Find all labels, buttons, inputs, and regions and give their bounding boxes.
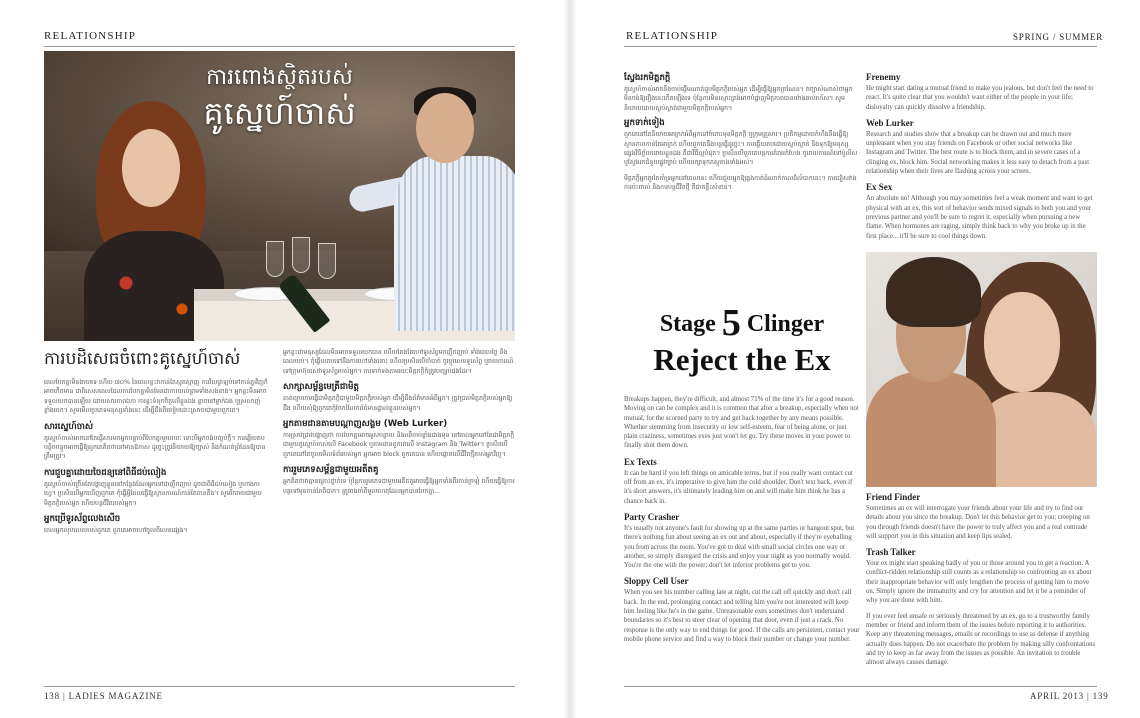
stage-subtitle: Reject the Ex: [653, 342, 831, 377]
section-heading: សាក្សាសម្ព័ន្ធមេត្រីជាមិត្ត: [283, 382, 359, 393]
section-body: It can be hard if you left things on amicable terms, but if you really want contact cut off from an ex, it's imperative to give him the cold shoulder. Don't text back, even if it's short answers, it's ultimately leading him on and will make him think he has a chance back in.: [624, 469, 853, 505]
stage-number: 5: [721, 302, 741, 344]
section-heading: Frenemy: [866, 72, 901, 82]
section-heading: Sloppy Cell User: [624, 576, 689, 587]
section-heading: Ex Texts: [624, 456, 657, 467]
section-heading: Web Lurker: [866, 117, 914, 128]
section-heading: អ្នកប្រើទូរស័ព្ទលេងសើច: [44, 514, 121, 525]
hero-title-line1: ការពោងស្ថិតរបស់: [206, 65, 353, 90]
running-head-left: RELATIONSHIP: [44, 30, 137, 42]
section-heading: Friend Finder: [866, 492, 921, 502]
english-column-left: [624, 395, 860, 685]
section-body: អ្នកខ្លះជាមនុស្សដែលមិនអាចទទួលយកបាន ហើយតែងតែហៅទូរស័ព្ទមកញឹកញាប់ ទាំងពេលថ្ងៃ និងពេលយប់។ កុំឆ្លើយតបទៅនឹងការហៅទាំងនោះ ហើយប្រសិនបើចាំបាច់ ចូរប្តូរលេខទូរស័ព្ទ ឬរាយការណ៍ទៅក្រុមហ៊ុនសេវាទូរស័ព្ទរបស់អ្នក។ ការទាក់ទងតាមរយៈមិត្តភក្តិក៏ត្រូវបញ្ឈប់ផងដែរ។: [283, 349, 514, 375]
section-body: ពួកគេនៅតែនិយាយអាក្រក់អំពីអ្នកនៅចំពោះមុខមិត្តភក្តិ ឬក្រុមគ្រួសារ។ ប្រតិកម្មដោយកំហឹងនឹងធ្វើឱ្យស្ថានភាពកាន់តែអាក្រក់ ហើយពួកគេនឹងបន្តធ្វើដូច្នេះ។ ការឆ្លើយតបដោយស្ងប់ស្ងាត់ និងទុកឱ្យមនុស្សផ្សេងវិនិច្ឆ័យដោយខ្លួនឯង គឺជាវិធីល្អបំផុត។ ប្រសិនបើពួកគេបន្តការគំរាមកំហែង ចូររាយការណ៍ទៅប៉ូលីស ឬស្វែងរកជំនួយផ្លូវច្បាប់ ហើយរក្សាទុកភស្តុតាងទាំងអស់។: [624, 131, 858, 167]
man-figure-shirt: [394, 156, 515, 331]
article-title: ការបដិសេធចំពោះគូស្នេហ៍ចាស់: [44, 349, 241, 369]
couple-photo: [866, 252, 1097, 487]
section-heading: Ex Sex: [866, 182, 893, 193]
bottom-rule-left: [44, 686, 515, 687]
section-body: អ្នកគិតថាវាគ្មានគ្រោះថ្នាក់ទេ ប៉ុន្តែការរួមភេទជាមួយអតីតគូអាចធ្វើឱ្យអ្នកទាំងពីរភាន់ច្រឡំ ហើយធ្វើឱ្យការបន្តទៅមុខកាន់តែពិបាក។ ត្រូវចងចាំពីមូលហេតុដែលអ្នកបានបែកគ្នា...: [283, 478, 515, 495]
section-heading: ការជួបគ្នាដោយចៃដន្យនៅពិធីជប់លៀង: [44, 467, 167, 478]
intro-paragraph: ពេលបែកគ្នាមិនងាយទេ ហើយ ៧០% នៃពេលខ្លះវាកាន់តែស្មុគស្មាញ ការវិលត្រឡប់ទៅកាន់គ្នាវិញក៏អាចកើតមាន ជាពិសេសពេលដែលការបែកគ្នាមិនមែនជាការយល់ព្រមទាំងសងខាង។ អ្នកខ្លះមិនអាចទទួលយកបានឡើយ ដោយសារភាពឯកា ការខ្វះទំនុកចិត្តលើខ្លួនឯង ខ្លាចនៅម្នាក់ឯង ឬស្រលាញ់ខ្លាំងពេក។ សូមមើលប្រភេទមនុស្សទាំងនេះ ដើម្បីដឹងពីរបៀបដោះស្រាយជាមួយពួកគេ។: [44, 379, 268, 415]
section-body: Your ex might start speaking badly of you or those around you to get a reaction. A conflict-ridden relationship still counts as a relationship so confronting an ex about their inappropriate behavior will only lengthen the process of getting him to move on. Simply ignore the immaturity and cry for attention and let it be a reminder of why you are done with him.: [866, 560, 1092, 605]
english-column-right-top: [866, 66, 1097, 248]
man-figure-body: [866, 372, 996, 487]
section-heading: សារស្នេហ៍ចាស់: [44, 421, 94, 432]
section-body: An absolute no! Although you may sometimes feel a weak moment and want to get physical with an ex, this sort of behavior sends mixed signals to both you and your previous partner and you'll be sure to regret it, especially when pursuing a new flame. When hormones are raging, simply think back to why you broke up in the first place... it'll be sure to cool things down.: [866, 195, 1093, 240]
section-body: គូស្នេហ៍ចាស់អាចនឹងចាប់ផ្តើមណាត់ជួបមិត្តភក្តិរបស់អ្នក ដើម្បីធ្វើឱ្យអ្នកច្រណែន។ វាច្បាស់ណាស់ថាអ្នកមិនចង់ឱ្យរឿងនេះកើតឡើងទេ ប៉ុន្តែការមិនស្មោះត្រង់អាចបំផ្លាញមិត្តភាពបានយ៉ាងឆាប់រហ័ស។ សូមនិយាយដោយស្ងប់ស្ងាត់ជាមួយមិត្តភក្តិរបស់អ្នក។: [624, 86, 853, 112]
top-rule-right: [624, 46, 1097, 47]
top-rule-left: [44, 46, 515, 47]
wine-glass: [266, 241, 284, 277]
intro-paragraph: Breakups happen, they're difficult, and almost 71% of the time it's for a good reason. Moving on can be complex and it is common that after a breakup, especially when not mutual, for the scorned party to try and get back together by any means possible. Whether stemming from insecurity or low self-esteem, fear of being alone, or just plain craziness, sometimes exes just won't let go. Try these moves in your power to finally shut them down.: [624, 396, 859, 450]
section-heading: អ្នកតាមដានតាមបណ្តាញសង្គម (Web Lurker): [283, 419, 448, 430]
section-body: Sometimes an ex will interrogate your friends about your life and try to find out details about you since the breakup. Don't let this behavior get to you; creeping on you through friends doesn't have the power to truly affect you and a real comrade will support you in this situation and keep lips sealed.: [866, 505, 1090, 540]
section-body: មិត្តភក្តិអ្នកគួរតែគាំទ្រអ្នកនៅពេលនេះ ហើយជួយអ្នកឱ្យឆ្លងកាត់ដំណាក់កាលដ៏លំបាកនេះ។ ការជៀសវាងការប៉ះពាល់ និងការបន្តជីវិតថ្មី គឺជាគន្លឹះសំខាន់។: [624, 174, 857, 192]
section-body: Research and studies show that a breakup can be drawn out and much more unpleasant when you stay friends on Facebook or other social networks like Instagram and Twitter. The best route is to block them, and in severe cases of a clinging ex, block him. Social networking makes it less easy to detach from a past relationship when their lives are flashing across your screen.: [866, 130, 1090, 176]
folio-right: APRIL 2013 | 139: [1030, 691, 1109, 701]
section-body: When you see his number calling late at night, cut the call off quickly and don't call back. In the end, prolonging contact and telling him you're not interested will keep him feeling like he's in the game. Unreasonable exes sometimes don't understand boundaries so it's best to steer clear of opening that door, even if just a crack. No response is the only way to end things for good. If the calls are persistent, contact your mobile phone service and find a way to block their number or change your number.: [624, 589, 860, 643]
section-body: គូស្នេហ៍ចាស់ច្រើនតែបង្ហាញខ្លួននៅកន្លែងដែលអ្នកទៅជាញឹកញាប់ ដូចជាពិធីជប់លៀង ឬហាងកាហ្វេ។ ប្រសិនបើអ្នកឃើញពួកគេ កុំធ្វើអ្វីដែលធ្វើឱ្យស្ថានការណ៍កាន់តែតានតឹង។ សូមរីករាយជាមួយមិត្តភក្តិរបស់អ្នក ហើយបន្តជីវិតរបស់អ្នក។: [44, 480, 262, 507]
hero-title-line2: គូស្នេហ៍ចាស់: [203, 94, 356, 132]
section-body: He might start dating a mutual friend to make you jealous, but don't feel the need to react. It's quite clear that you wouldn't want either of the people in your life; disloyalty can quickly dissolve a friendship.: [866, 85, 1094, 111]
section-heading: អ្នកទាក់ទៀង: [624, 118, 665, 129]
bottom-rule-right: [624, 686, 1097, 687]
english-column-right-bottom: [866, 486, 1097, 685]
folio-left: 138 | LADIES MAGAZINE: [44, 691, 163, 701]
section-heading: ការរួមភេទសម្ព័ន្ធជាមួយអតីតគូ: [283, 465, 379, 476]
section-body: It's usually not anyone's fault for showing up at the same parties or hangout spot, but there's nothing fun about seeing an ex out and about, especially if they're eyeballing you from across the room. You've got to deal with small social circles one way or another, so simply disregard the crisis and enjoy your night as you normally would. You're the one with the power; don't let inferior problems get to you.: [624, 524, 855, 570]
stage-type: Clinger: [746, 311, 825, 337]
section-heading: Party Crasher: [624, 511, 680, 522]
section-body: If you ever feel unsafe or seriously threatened by an ex, go to a trustworthy family member or friend and inform them of the issues before reporting it to authorities. Keep any threatening messages, emails or recordings to use as defense if anything actually does happen. Do not exacerbate the problem by making silly confrontations and try to keep as far away from the issues as possible. An invitation to trouble almost always causes damage.: [866, 612, 1096, 667]
left-column-1: [44, 378, 269, 683]
section-body: ពេលអ្នកលុបលេខរបស់ពួកគេ ពួកគេអាចហៅចូលពីលេខផ្សេង។: [44, 527, 188, 535]
left-column-2: [283, 348, 515, 683]
section-body: គូស្នេហ៍ចាស់អាចនៅតែផ្ញើសារមកអ្នកបន្ទាប់ពីបែកគ្នាមួយរយៈ ទោះបីអ្នកចង់បញ្ចប់ក្តី។ ការឆ្លើយតបបន្តិចបន្តួចអាចធ្វើឱ្យពួកគេគិតថានៅមានឱកាស ដូច្នេះត្រូវនិយាយឱ្យច្បាស់ និងកំណត់ព្រំដែនឱ្យបានត្រឹមត្រូវ។: [44, 434, 266, 461]
hero-photo: [44, 51, 515, 341]
running-head-right-left: RELATIONSHIP: [626, 30, 719, 42]
section-body: ការស្រាវជ្រាវបង្ហាញថា ការបែកគ្នាអាចអូសបន្លាយ និងឈឺចាប់ខ្លាំងជាងមុន នៅពេលអ្នកនៅតែជាមិត្តភក្តិជាមួយគូស្នេហ៍ចាស់លើ Facebook ឬតាមដានពួកគេលើ Instagram និង Twitter។ ប្រសិនបើពួកគេនៅតែចូលមើលទំព័ររបស់អ្នក អ្នកអាច block ពួកគេបាន ហើយផ្តោតលើជីវិតថ្មីរបស់អ្នកវិញ។: [283, 432, 515, 458]
stage-heading: [624, 302, 860, 378]
section-body: គាត់ព្យាយាមធ្វើជាមិត្តភក្តិជាមួយមិត្តភក្តិរបស់អ្នក ដើម្បីដឹងព័ត៌មានអំពីអ្នក។ ត្រូវប្រាប់មិត្តភក្តិរបស់អ្នកឱ្យដឹង ហើយសុំឱ្យពួកគេកុំចែករំលែកព័ត៌មានផ្ទាល់ខ្លួនរបស់អ្នក។: [283, 395, 513, 412]
section-heading: Trash Talker: [866, 547, 916, 558]
wine-glass: [292, 237, 310, 273]
running-head-season: SPRING / SUMMER: [1013, 32, 1104, 42]
man-figure-hair: [886, 257, 981, 327]
woman-figure-face: [122, 129, 180, 207]
section-heading: ស្វែងរកមិត្តភក្តិ: [624, 73, 671, 83]
stage-line1: [624, 302, 860, 344]
woman-figure-face: [984, 292, 1060, 392]
wine-glass: [318, 243, 336, 279]
stage-label: Stage: [659, 311, 716, 337]
khmer-column: [624, 68, 860, 298]
